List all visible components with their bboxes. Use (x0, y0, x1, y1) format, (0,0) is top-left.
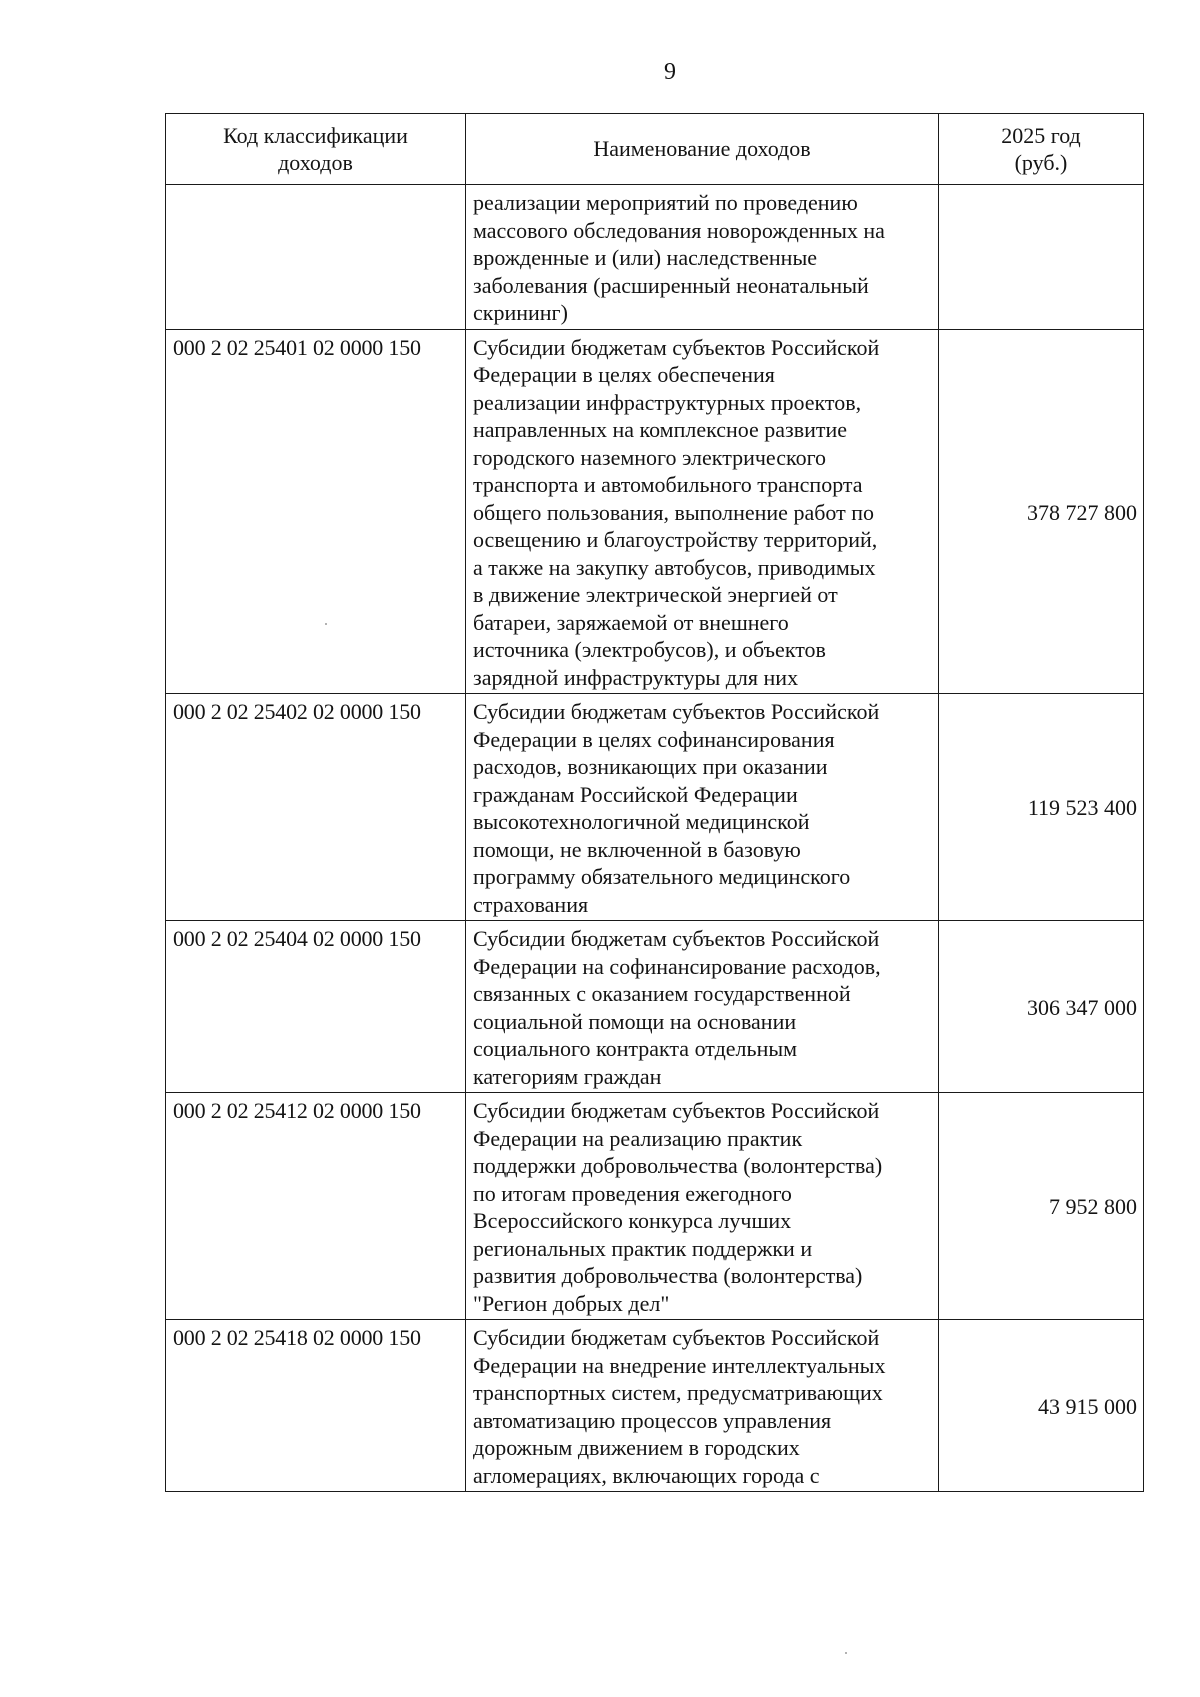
table-body (166, 185, 1144, 1492)
income-name-cell (466, 921, 939, 1093)
header-code-line: Код классификации (223, 122, 408, 148)
income-name-line: категориям граждан (473, 1063, 662, 1089)
income-name-line: врожденные и (или) наследственные (473, 245, 817, 270)
income-code-cell: 000 2 02 25418 02 0000 150 (166, 1320, 466, 1492)
income-name-line: батареи, заряжаемой от внешнего (473, 609, 789, 635)
income-name-line: Субсидии бюджетам субъектов Российской (473, 1098, 880, 1123)
income-name-line: реализации мероприятий по проведению (473, 190, 858, 215)
amount-cell: 43 915 000 (939, 1320, 1144, 1492)
income-name-line: Федерации в целях софинансирования (473, 726, 835, 752)
income-name-line: транспортных систем, предусматривающих (473, 1380, 883, 1405)
income-name-line: заболевания (расширенный неонатальный (473, 272, 869, 298)
income-name-line: расходов, возникающих при оказании (473, 754, 828, 779)
table-row (166, 921, 1144, 1093)
income-name-line: Федерации на реализацию практик (473, 1125, 803, 1151)
income-name-line: Федерации на софинансирование расходов, (473, 953, 881, 979)
table-row (166, 329, 1144, 694)
table-row (166, 694, 1144, 921)
header-amount-line: (руб.) (1014, 150, 1068, 175)
income-name-line: Федерации в целях обеспечения (473, 362, 775, 387)
income-name-line: Всероссийского конкурса лучших (473, 1208, 792, 1233)
income-name-line: социального контракта отдельным (473, 1036, 798, 1061)
income-name-line: помощи, не включенной в базовую (473, 836, 801, 862)
table-row (166, 1093, 1144, 1320)
header-name: Наименование доходов (466, 114, 939, 185)
amount-cell: 306 347 000 (939, 921, 1144, 1093)
scan-speck (845, 1652, 847, 1654)
income-name-line: массового обследования новорожденных на (473, 217, 885, 243)
income-name-line: транспорта и автомобильного транспорта (473, 472, 863, 497)
income-name-line: Субсидии бюджетам субъектов Российской (473, 1325, 880, 1350)
income-name-line: зарядной инфраструктуры для них (473, 664, 799, 690)
income-name-line: дорожным движением в городских (473, 1435, 800, 1460)
income-name-line: общего пользования, выполнение работ по (473, 499, 874, 525)
income-name-line: региональных практик поддержки и (473, 1235, 813, 1261)
header-amount-line: 2025 год (1001, 122, 1081, 148)
income-name-line: а также на закупку автобусов, приводимых (473, 554, 876, 580)
income-code-cell: 000 2 02 25412 02 0000 150 (166, 1093, 466, 1320)
income-name-line: высокотехнологичной медицинской (473, 809, 810, 834)
income-classification-table (165, 113, 1144, 1492)
income-name-line: направленных на комплексное развитие (473, 417, 848, 442)
income-name-cell (466, 329, 939, 694)
income-name-line: по итогам проведения ежегодного (473, 1180, 792, 1206)
amount-cell: 7 952 800 (939, 1093, 1144, 1320)
income-name-line: Федерации на внедрение интеллектуальных (473, 1352, 886, 1378)
table-row (166, 185, 1144, 330)
amount-cell: 378 727 800 (939, 329, 1144, 694)
income-name-line: социальной помощи на основании (473, 1008, 797, 1034)
page-number: 9 (664, 59, 676, 85)
income-code-cell: 000 2 02 25401 02 0000 150 (166, 329, 466, 694)
scan-speck (325, 623, 327, 625)
income-name-line: связанных с оказанием государственной (473, 981, 851, 1006)
income-name-line: городского наземного электрического (473, 444, 827, 470)
income-name-line: освещению и благоустройству территорий, (473, 527, 878, 552)
table-row (166, 1320, 1144, 1492)
income-name-line: агломерациях, включающих города с (473, 1462, 820, 1488)
header-code (166, 114, 466, 185)
income-name-line: в движение электрической энергией от (473, 582, 838, 607)
income-name-cell (466, 1093, 939, 1320)
income-name-line: развития добровольчества (волонтерства) (473, 1263, 863, 1288)
income-code-cell: 000 2 02 25404 02 0000 150 (166, 921, 466, 1093)
income-name-line: Субсидии бюджетам субъектов Российской (473, 926, 880, 951)
income-name-cell (466, 1320, 939, 1492)
income-code-cell: 000 2 02 25402 02 0000 150 (166, 694, 466, 921)
income-name-cell (466, 694, 939, 921)
income-name-line: автоматизацию процессов управления (473, 1407, 832, 1433)
income-name-line: гражданам Российской Федерации (473, 781, 798, 807)
income-code-cell (166, 185, 466, 330)
income-name-cell (466, 185, 939, 330)
income-name-line: программу обязательного медицинского (473, 864, 851, 889)
income-name-line: страхования (473, 891, 589, 917)
income-name-line: реализации инфраструктурных проектов, (473, 389, 862, 415)
income-name-line: источника (электробусов), и объектов (473, 637, 826, 662)
amount-cell: 119 523 400 (939, 694, 1144, 921)
income-name-line: Субсидии бюджетам субъектов Российской (473, 699, 880, 724)
income-name-line: "Регион добрых дел" (473, 1290, 670, 1316)
header-amount (939, 114, 1144, 185)
income-name-line: скрининг) (473, 300, 568, 325)
header-code-line: доходов (278, 150, 353, 175)
amount-cell (939, 185, 1144, 330)
income-name-line: Субсидии бюджетам субъектов Российской (473, 334, 880, 360)
income-name-line: поддержки добровольчества (волонтерства) (473, 1153, 883, 1178)
table-header-row (166, 114, 1144, 185)
